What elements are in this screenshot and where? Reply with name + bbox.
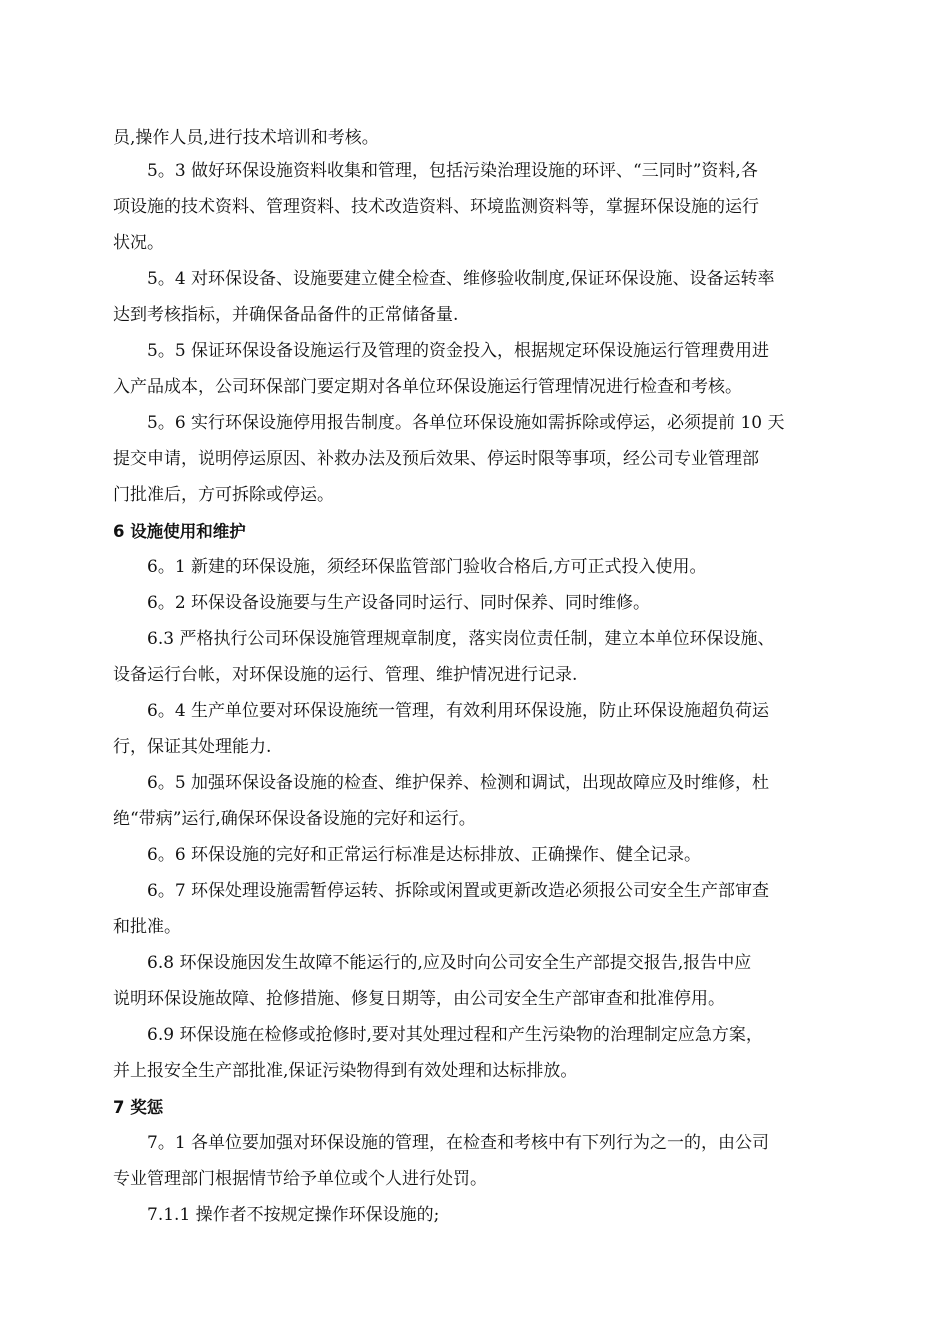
text-line: 7.1.1 操作者不按规定操作环保设施的; (147, 1205, 440, 1225)
text-line: 和批准。 (113, 917, 181, 937)
text-line: 行，保证其处理能力. (113, 737, 272, 757)
text-line: 提交申请，说明停运原因、补救办法及预后效果、停运时限等事项，经公司专业管理部 (113, 449, 759, 469)
text-line: 入产品成本，公司环保部门要定期对各单位环保设施运行管理情况进行检查和考核。 (113, 377, 742, 397)
text-line: 6。4 生产单位要对环保设施统一管理，有效利用环保设施，防止环保设施超负荷运 (147, 701, 770, 721)
text-line: 6。1 新建的环保设施，须经环保监管部门验收合格后,方可正式投入使用。 (147, 557, 707, 577)
text-line: 设备运行台帐，对环保设施的运行、管理、维护情况进行记录. (113, 665, 578, 685)
text-line: 6.3 严格执行公司环保设施管理规章制度，落实岗位责任制，建立本单位环保设施、 (147, 629, 775, 649)
text-line: 说明环保设施故障、抢修措施、修复日期等，由公司安全生产部审查和批准停用。 (113, 989, 725, 1009)
text-line: 6。7 环保处理设施需暂停运转、拆除或闲置或更新改造必须报公司安全生产部审查 (147, 881, 770, 901)
text-line: 5。3 做好环保设施资料收集和管理，包括污染治理设施的环评、“三同时”资料,各 (147, 161, 758, 181)
section-heading: 6 设施使用和维护 (113, 522, 246, 541)
text-line: 5。5 保证环保设备设施运行及管理的资金投入，根据规定环保设施运行管理费用进 (147, 341, 770, 361)
text-line: 6。5 加强环保设备设施的检查、维护保养、检测和调试，出现故障应及时维修，杜 (147, 773, 770, 793)
text-line: 6.9 环保设施在检修或抢修时,要对其处理过程和产生污染物的治理制定应急方案， (147, 1025, 763, 1045)
text-line: 并上报安全生产部批准,保证污染物得到有效处理和达标排放。 (113, 1061, 578, 1081)
text-line: 6。2 环保设备设施要与生产设备同时运行、同时保养、同时维修。 (147, 593, 651, 613)
text-line: 门批准后，方可拆除或停运。 (113, 485, 334, 505)
text-line: 6.8 环保设施因发生故障不能运行的,应及时向公司安全生产部提交报告,报告中应 (147, 953, 752, 973)
text-line: 项设施的技术资料、管理资料、技术改造资料、环境监测资料等，掌握环保设施的运行 (113, 197, 759, 217)
text-line: 绝“带病”运行,确保环保设备设施的完好和运行。 (113, 809, 476, 829)
text-line: 员,操作人员,进行技术培训和考核。 (113, 128, 379, 148)
section-heading: 7 奖惩 (113, 1098, 164, 1117)
text-line: 6。6 环保设施的完好和正常运行标准是达标排放、正确操作、健全记录。 (147, 845, 702, 865)
text-line: 7。1 各单位要加强对环保设施的管理，在检查和考核中有下列行为之一的，由公司 (147, 1133, 770, 1153)
text-line: 5。4 对环保设备、设施要建立健全检查、维修验收制度,保证环保设施、设备运转率 (147, 269, 775, 289)
text-line: 5。6 实行环保设施停用报告制度。各单位环保设施如需拆除或停运，必须提前 10 天 (147, 413, 785, 433)
text-line: 达到考核指标，并确保备品备件的正常储备量. (113, 305, 459, 325)
text-line: 专业管理部门根据情节给予单位或个人进行处罚。 (113, 1169, 487, 1189)
text-line: 状况。 (113, 233, 164, 253)
